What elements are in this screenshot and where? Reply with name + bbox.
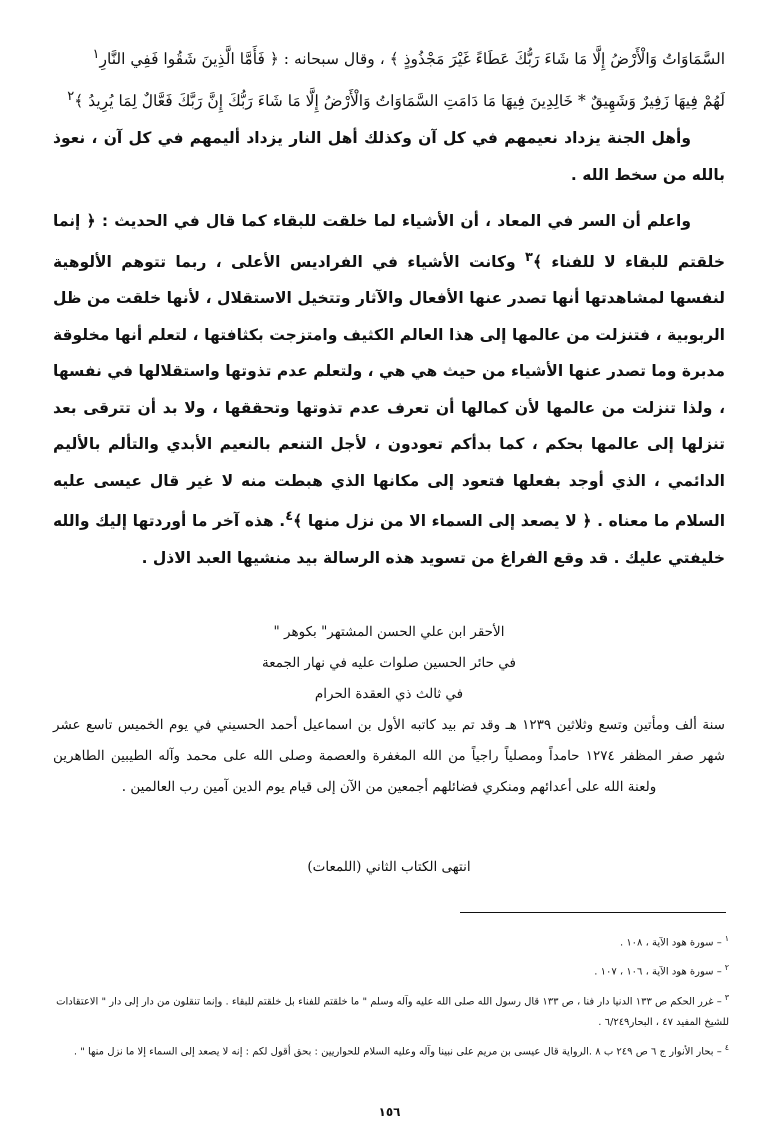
footnote-text: – غرر الحكم ص ١٣٣ الدنيا دار فنا ، ص ١٣٣ قال رسول الله صلى الله عليه وآله وسلم " ما خلقتم للفناء بل خلقتم للبقاء . وإنما تنقلون من دار إلى دار " الاعتقادات للشيخ المفيد ٤٧ ، البحار٦/٢٤٩ . — [56, 995, 729, 1028]
footnote-divider — [460, 912, 726, 913]
footnote-number: ١ — [724, 934, 729, 943]
footnote — [49, 928, 729, 953]
paragraph: وأهل الجنة يزداد نعيمهم في كل آن وكذلك أهل النار يزداد أليمهم في كل آن ، نعوذ بالله من سخط الله . — [53, 129, 725, 184]
footnote-number: ٢ — [724, 963, 729, 973]
paragraph — [53, 203, 725, 576]
footnote-ref: ٤ — [285, 509, 294, 525]
end-of-book-note: انتهى الكتاب الثاني (اللمعات) — [307, 859, 471, 875]
footnote-text: – سورة هود الآية ، ١٠٨ . — [619, 937, 722, 949]
quran-verse-line — [53, 36, 725, 78]
footnote-text: – سورة هود الآية ، ١٠٦ ، ١٠٧ . — [594, 966, 722, 978]
main-text — [53, 36, 725, 577]
colophon-line: سنة ألف ومأتين وتسع وثلاثين ١٢٣٩ هـ وقد تم بيد كاتبه الأول بن اسماعيل أحمد الحسيني في يوم الخميس تاسع عشر شهر صفر المظفر ١٢٧٤ حامداً ومصلياً راجياً من الله المغفرة والعصمة وصلى الله على محمد وآله الطيبين الطاهرين ولعنة الله على أعدائهم ومنكري فضائلهم أجمعين من الآن إلى قيام يوم الدين آمين رب العالمين . — [53, 717, 725, 795]
footnote-ref: ١ — [92, 47, 100, 62]
paragraph-text: . هذه آخر ما أوردتها إليك والله خليفتي عليك . قد وقع الفراغ من تسويد هذه الرسالة بيد منشيها العبد الاذل . — [53, 512, 725, 568]
footnote — [49, 957, 729, 982]
footnote-number: ٤ — [724, 1042, 729, 1052]
colophon — [53, 617, 725, 803]
quran-verse-text: لَهُمْ فِيهَا زَفِيرٌ وَشَهِيقٌ * خَالِدِينَ فِيهَا مَا دَامَتِ السَّمَاوَاتُ وَالْأَرْضُ إِلَّا مَا شَاءَ رَبُّكَ إِنَّ رَبَّكَ فَعَّالٌ لِمَا يُرِيدُ ﴾ — [74, 92, 725, 111]
quran-verse-line — [53, 78, 725, 120]
colophon-line: في حائر الحسين صلوات عليه في نهار الجمعة — [261, 655, 517, 671]
footnote-ref: ٢ — [67, 89, 75, 105]
footnote-ref: ٣ — [525, 249, 533, 265]
colophon-line: في ثالث ذي العقدة الحرام — [314, 686, 464, 702]
colophon-line: الأحقر ابن علي الحسن المشتهر" بكوهر " — [273, 624, 505, 640]
paragraph-text: وكانت الأشياء في الفراديس الأعلى ، ربما تتوهم الألوهية لنفسها لمشاهدتها أنها تصدر عنها الأفعال والآثار وتتخيل الاستقلال ، لأنها خلقت من ظل الربوبية ، فتنزلت من عالمها إلى هذا العالم الكثيف وامتزجت بكثافتها ، لتعلم أنها مخلوقة مدبرة وما تصدر عنها الأشياء من حيث هي هي ، ولتعلم عدم تذوتها واستقلالها في نفسها ، ولذا تنزلت من عالمها لأن كمالها أن تعرف عدم تذوتها وتحققها ، ولا بد أن تترقى بعد تنزلها إلى عالمها بحكم ، كما بدأكم تعودون ، لأجل التنعم بالنعيم الأبدي والتألم بالأليم الدائمي ، الذي أوجد بفعلها فتعود إلى مكانها الذي هبطت منه لا غير قال عيسى عليه السلام ما معناه . ﴿ لا يصعد إلى السماء الا من نزل منها ﴾ — [53, 252, 726, 531]
footnote-number: ٣ — [724, 992, 729, 1002]
footnote — [49, 987, 729, 1033]
page-number: ١٥٦ — [378, 1105, 401, 1119]
footnote-text: – بحار الأنوار ج ٦ ص ٢٤٩ ب ٨ .الرواية قال عيسى بن مريم على نبينا وآله وعليه السلام للحواريين : بحق أقول لكم : إنه لا يصعد إلى السماء إلا ما نزل منها " . — [73, 1046, 722, 1058]
footnote — [49, 1037, 729, 1062]
paragraph-text: واعلم أن السر في المعاد ، أن الأشياء لما خلقت للبقاء كما قال في الحديث : ﴿ إنما خلقتم للبقاء لا للفناء ﴾ — [53, 212, 725, 271]
footnotes — [49, 928, 729, 1066]
quran-verse-text: السَّمَاوَاتُ وَالْأَرْضُ إِلَّا مَا شَاءَ رَبُّكَ عَطَاءً غَيْرَ مَجْذُوذٍ ﴾ ، وقال سبحانه : ﴿ فَأَمَّا الَّذِينَ شَقُوا فَفِي النَّارِ — [99, 50, 725, 69]
